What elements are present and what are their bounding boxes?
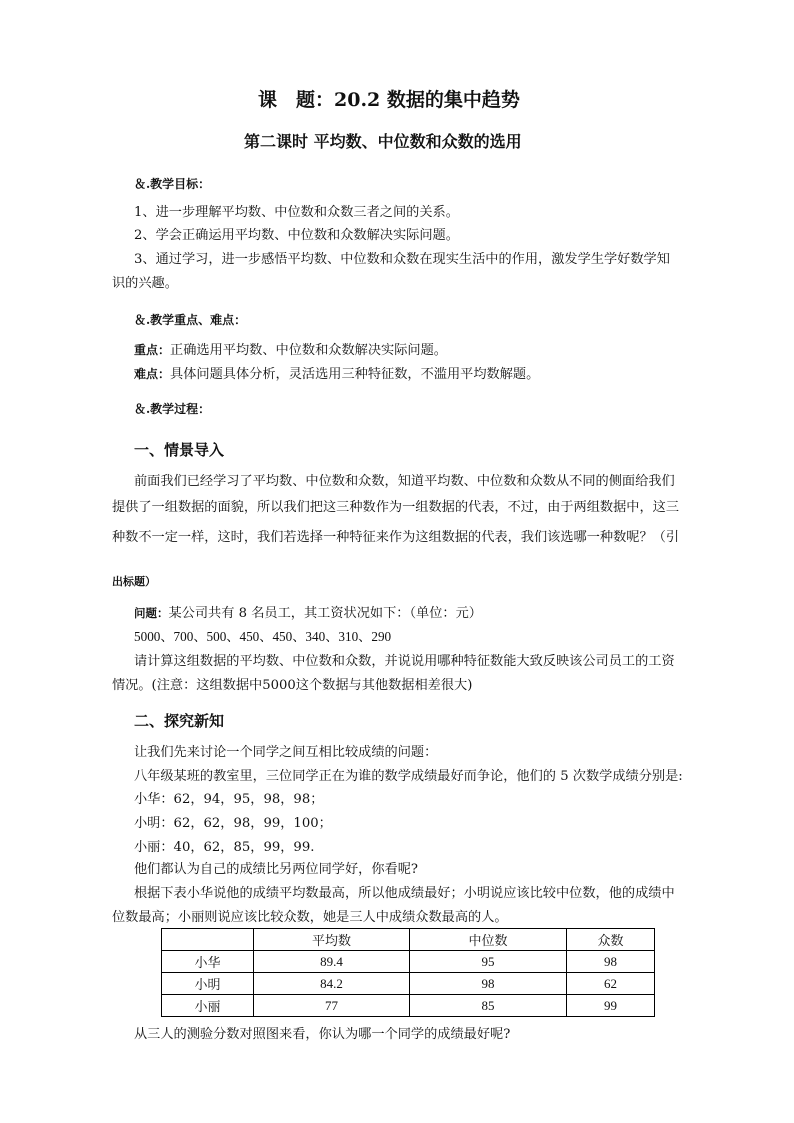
table-cell: 85 <box>410 995 567 1017</box>
ask-line: 请计算这组数据的平均数、中位数和众数，并说说用哪种特征数能大致反映该公司员工的工资 <box>134 654 675 669</box>
ask-line: 情况。(注意：这组数据中5000这个数据与其他数据相差很大) <box>112 678 473 693</box>
table-header-cell: 众数 <box>567 929 655 951</box>
paragraph-line: 提供了一组数据的面貌，所以我们把这三种数作为一组数据的代表，不过，由于两组数据中，这三 <box>112 500 680 515</box>
section1-heading: 一、情景导入 <box>134 441 225 459</box>
goal-item: 识的兴趣。 <box>112 276 178 291</box>
score-line: 小华：62，94，95，98，98； <box>134 792 324 807</box>
table-header-cell: 平均数 <box>254 929 410 951</box>
page-subtitle: 第二课时 平均数、中位数和众数的选用 <box>244 132 522 151</box>
table-cell: 84.2 <box>254 973 410 995</box>
table-cell: 98 <box>567 951 655 973</box>
table-cell: 小明 <box>162 973 254 995</box>
table-cell: 小华 <box>162 951 254 973</box>
score-line: 小丽：40，62，85，99，99. <box>134 840 315 855</box>
table-header-row <box>162 929 655 951</box>
table-cell: 小丽 <box>162 995 254 1017</box>
key-point-text: 正确选用平均数、中位数和众数解决实际问题。 <box>170 343 447 358</box>
problem-line <box>134 605 482 622</box>
section2-heading: 二、探究新知 <box>134 712 225 730</box>
difficulty-text: 具体问题具体分析，灵活选用三种特征数，不滥用平均数解题。 <box>170 367 540 382</box>
paragraph-line: 位数最高；小丽则说应该比较众数，她是三人中成绩众数最高的人。 <box>112 910 508 925</box>
difficulty-label: 难点： <box>134 367 171 381</box>
goal-item: 2、学会正确运用平均数、中位数和众数解决实际问题。 <box>134 228 459 243</box>
table-row <box>162 973 655 995</box>
table-cell: 95 <box>410 951 567 973</box>
goals-heading: ＆.教学目标： <box>134 177 211 191</box>
keypoints-heading: ＆.教学重点、难点： <box>134 313 247 327</box>
paragraph-line: 根据下表小华说他的成绩平均数最高，所以他成绩最好；小明说应该比较中位数，他的成绩中 <box>134 886 675 901</box>
table-cell: 99 <box>567 995 655 1017</box>
table-cell: 98 <box>410 973 567 995</box>
table-row <box>162 995 655 1017</box>
paragraph-line: 种数不一定一样，这时，我们若选择一种特征来作为这组数据的代表，我们该选哪一种数呢？（引 <box>112 530 680 545</box>
page-title: 课 题：20.2 数据的集中趋势 <box>258 89 520 111</box>
table-cell: 62 <box>567 973 655 995</box>
paragraph-tail: 出标题） <box>112 575 156 588</box>
table-cell: 89.4 <box>254 951 410 973</box>
paragraph-line: 前面我们已经学习了平均数、中位数和众数，知道平均数、中位数和众数从不同的侧面给我们 <box>134 474 675 489</box>
score-line: 小明：62，62，98，99，100； <box>134 816 332 831</box>
table-row <box>162 951 655 973</box>
goal-item: 1、进一步理解平均数、中位数和众数三者之间的关系。 <box>134 205 459 220</box>
closing-question: 从三人的测验分数对照图来看，你认为哪一个同学的成绩最好呢? <box>134 1027 511 1042</box>
table-header-cell: 中位数 <box>410 929 567 951</box>
salary-data: 5000、700、500、450、450、340、310、290 <box>134 629 392 644</box>
paragraph-line: 让我们先来讨论一个同学之间互相比较成绩的问题： <box>134 745 438 760</box>
goal-item: 3、通过学习，进一步感悟平均数、中位数和众数在现实生活中的作用，激发学生学好数学知 <box>134 252 670 267</box>
key-point <box>134 342 447 359</box>
key-point-label: 重点： <box>134 343 171 357</box>
paragraph-line: 八年级某班的教室里，三位同学正在为谁的数学成绩最好而争论，他们的 5 次数学成绩分别是: <box>134 769 683 784</box>
problem-label: 问题： <box>134 606 169 620</box>
problem-text: 某公司共有 8 名员工，其工资状况如下：（单位：元） <box>168 606 482 621</box>
table-header-cell <box>162 929 254 951</box>
difficulty-point <box>134 366 539 383</box>
process-heading: ＆.教学过程： <box>134 402 211 416</box>
paragraph-line: 他们都认为自己的成绩比另两位同学好，你看呢? <box>134 862 419 877</box>
table-cell: 77 <box>254 995 410 1017</box>
scores-table <box>161 928 655 1017</box>
